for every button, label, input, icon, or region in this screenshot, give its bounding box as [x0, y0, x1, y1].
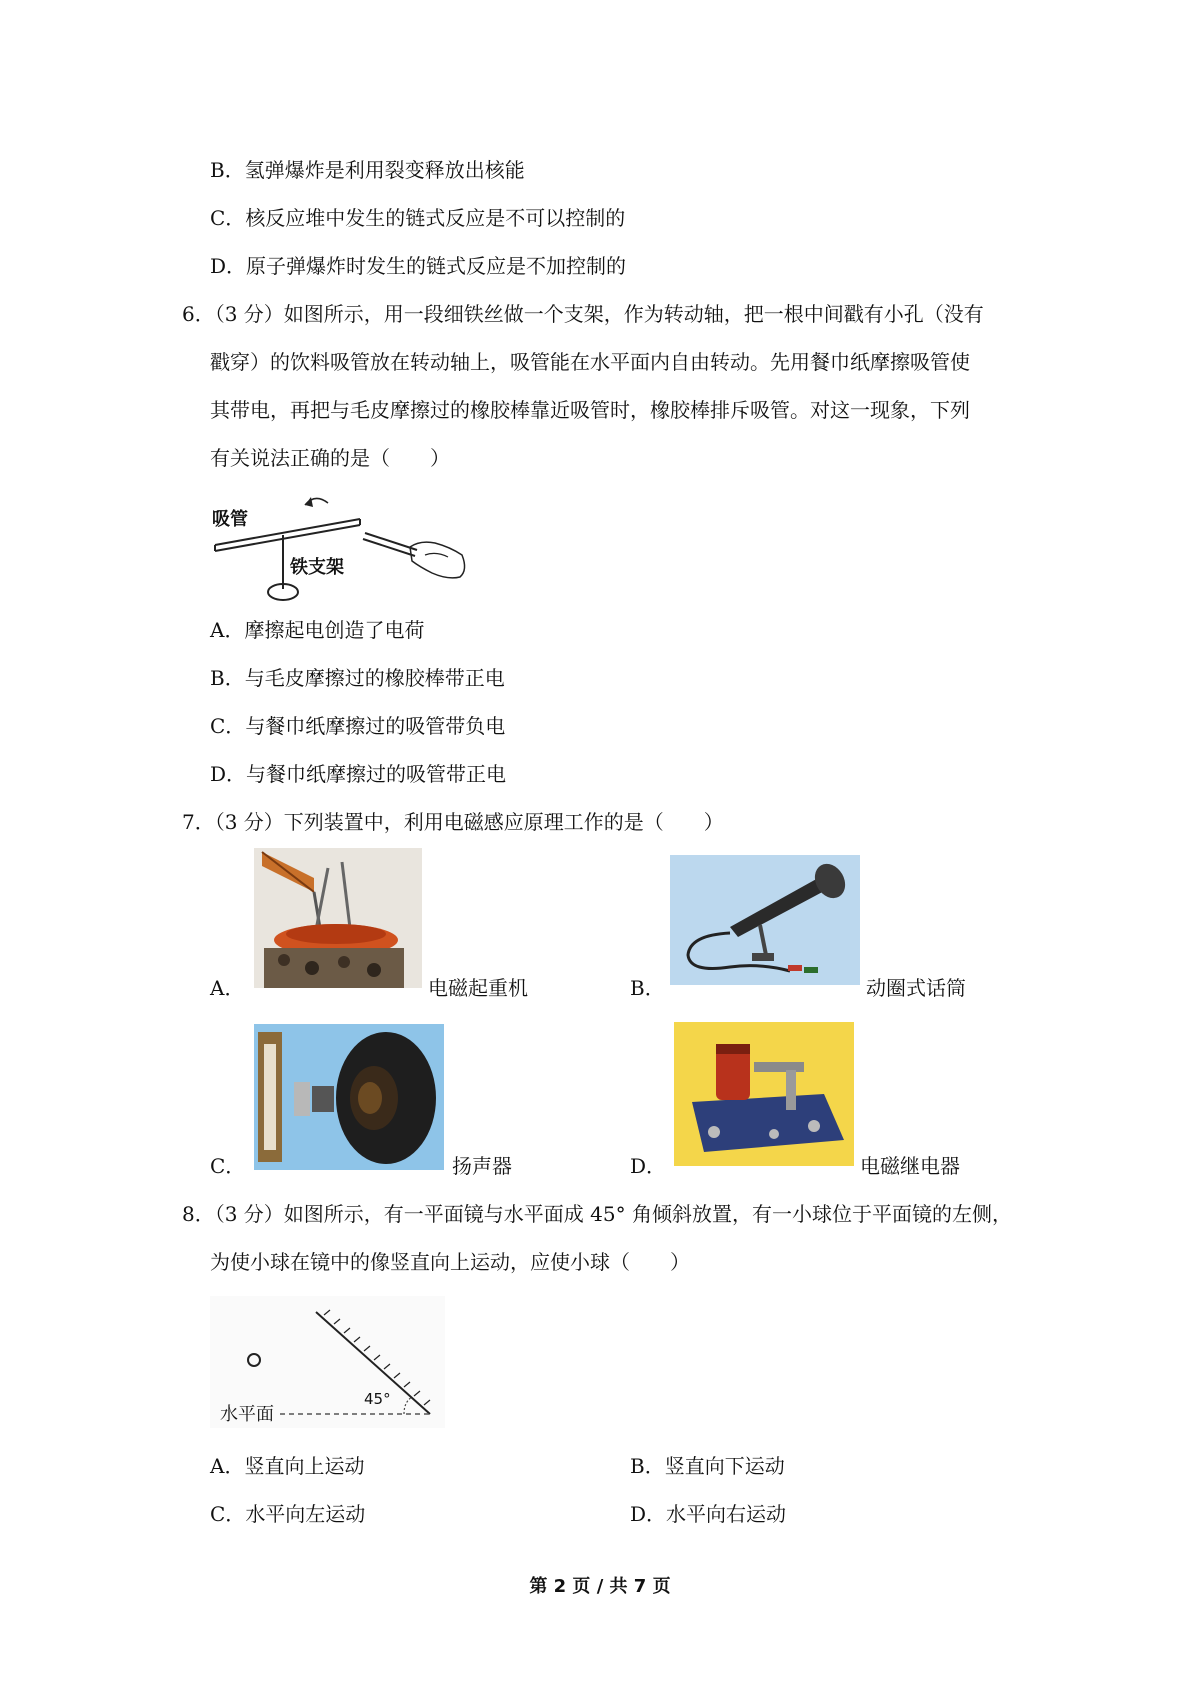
q5-option-b: [210, 156, 525, 184]
microphone-photo: [670, 855, 860, 985]
option-letter: C．: [210, 1154, 246, 1178]
q8-stem-line-2: 为使小球在镜中的像竖直向上运动，应使小球（ ）: [210, 1250, 690, 1274]
option-text: 核反应堆中发生的链式反应是不可以控制的: [245, 206, 626, 230]
q8-stem-line-1: 8．（3 分）如图所示，有一平面镜与水平面成 45° 角倾斜放置，有一小球位于平面镜的左侧，: [182, 1202, 1012, 1226]
q8-option-b: [630, 1452, 785, 1480]
relay-photo: [674, 1022, 854, 1166]
option-text: 摩擦起电创造了电荷: [244, 618, 425, 642]
q6-stem-line-3: 其带电，再把与毛皮摩擦过的橡胶棒靠近吸管时，橡胶棒排斥吸管。对这一现象，下列: [210, 398, 970, 422]
electromagnetic-crane-photo: [254, 848, 422, 988]
option-text: 水平向右运动: [666, 1502, 787, 1526]
option-letter: B．: [210, 158, 245, 182]
option-letter: B．: [630, 976, 665, 1000]
q7-option-a-label: 电磁起重机: [428, 976, 528, 1000]
q6-stem-line-1: 6．（3 分）如图所示，用一段细铁丝做一个支架，作为转动轴，把一根中间戳有小孔（没有: [182, 302, 984, 326]
option-text: 竖直向下运动: [664, 1454, 785, 1478]
page-footer: 第 2 页 / 共 7 页: [529, 1576, 671, 1597]
q5-option-c: [210, 204, 625, 232]
option-text: 竖直向上运动: [244, 1454, 365, 1478]
q7-option-d: [630, 1152, 666, 1180]
option-text: 与餐巾纸摩擦过的吸管带正电: [246, 762, 507, 786]
horizontal-plane-label: 水平面: [220, 1404, 274, 1425]
q7-option-c-label: 扬声器: [452, 1154, 512, 1178]
q8-option-c: [210, 1500, 365, 1528]
q7-option-d-label: 电磁继电器: [860, 1154, 960, 1178]
q6-option-a: [210, 616, 424, 644]
q6-option-d: [210, 760, 506, 788]
option-letter: D．: [630, 1154, 667, 1178]
straw-label: 吸管: [212, 509, 248, 530]
option-letter: B．: [210, 666, 245, 690]
straw-stand-figure: [210, 485, 480, 610]
option-text: 与毛皮摩擦过的橡胶棒带正电: [244, 666, 505, 690]
option-letter: C．: [210, 1502, 246, 1526]
option-letter: D．: [210, 762, 247, 786]
option-text: 氢弹爆炸是利用裂变释放出核能: [244, 158, 525, 182]
option-letter: C．: [210, 714, 246, 738]
q7-option-a: [210, 974, 244, 1002]
option-letter: D．: [630, 1502, 667, 1526]
option-letter: B．: [630, 1454, 665, 1478]
q7-option-b-label: 动圈式话筒: [866, 976, 966, 1000]
q6-stem-line-4: 有关说法正确的是（ ）: [210, 446, 450, 470]
mirror-figure: [210, 1296, 445, 1428]
option-text: 原子弹爆炸时发生的链式反应是不加控制的: [246, 254, 627, 278]
q7-stem: 7．（3 分）下列装置中，利用电磁感应原理工作的是（ ）: [182, 810, 724, 834]
option-text: 与餐巾纸摩擦过的吸管带负电: [245, 714, 506, 738]
option-letter: A．: [210, 618, 245, 642]
q8-option-a: [210, 1452, 364, 1480]
q6-stem-line-2: 戳穿）的饮料吸管放在转动轴上，吸管能在水平面内自由转动。先用餐巾纸摩擦吸管使: [210, 350, 970, 374]
q6-option-c: [210, 712, 505, 740]
option-letter: D．: [210, 254, 247, 278]
q8-option-d: [630, 1500, 786, 1528]
stand-label: 铁支架: [290, 557, 344, 578]
option-letter: A．: [210, 1454, 245, 1478]
option-letter: C．: [210, 206, 246, 230]
q7-option-c: [210, 1152, 245, 1180]
option-text: 水平向左运动: [245, 1502, 366, 1526]
option-letter: A．: [210, 976, 245, 1000]
q6-option-b: [210, 664, 505, 692]
q5-option-d: [210, 252, 626, 280]
q7-option-b: [630, 974, 665, 1002]
angle-label: 45°: [364, 1390, 391, 1408]
loudspeaker-photo: [254, 1024, 444, 1170]
